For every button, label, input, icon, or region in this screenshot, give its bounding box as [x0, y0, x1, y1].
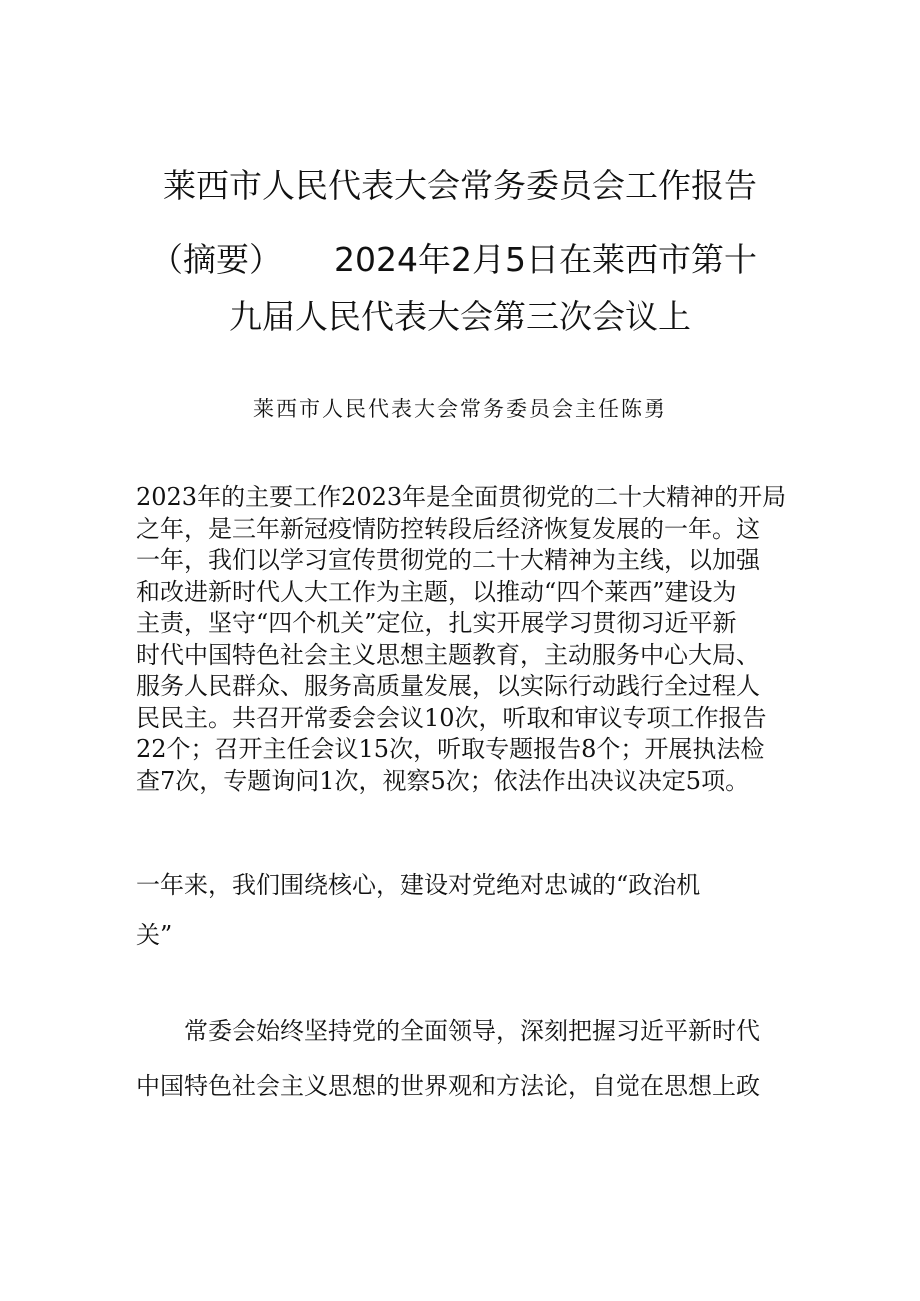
paragraph-line: 之年，是三年新冠疫情防控转段后经济恢复发展的一年。这 [136, 514, 760, 543]
heading-line: 一年来，我们围绕核心，建设对党绝对忠诚的“政治机 [136, 871, 701, 899]
paragraph-line: 民民主。共召开常委会会议10次，听取和审议专项工作报告 [136, 703, 767, 732]
paragraph-line: 查7次，专题询问1次，视察5次；依法作出决议决定5项。 [136, 766, 750, 795]
paragraph-line: 主责，坚守“四个机关”定位，扎实开展学习贯彻习近平新 [136, 609, 737, 637]
paragraph-line: 2023年的主要工作2023年是全面贯彻党的二十大精神的开局 [136, 483, 787, 511]
paragraph-line: 时代中国特色社会主义思想主题教育，主动服务中心大局、 [136, 640, 760, 669]
paragraph-line: 一年，我们以学习宣传贯彻党的二十大精神为主线，以加强 [136, 546, 760, 574]
paragraph-line: 服务人民群众、服务高质量发展，以实际行动践行全过程人 [136, 672, 760, 700]
paragraph-line: 和改进新时代人大工作为主题，以推动“四个莱西”建设为 [136, 577, 737, 606]
paragraph-main-work [136, 482, 796, 797]
author-subtitle: 莱西市人民代表大会常务委员会主任陈勇 [253, 397, 667, 421]
heading-line: 关” [136, 921, 173, 949]
paragraph-party-leadership [136, 1004, 796, 1114]
section-heading-political-organ [136, 860, 796, 960]
paragraph-line: 中国特色社会主义思想的世界观和方法论，自觉在思想上政 [136, 1072, 760, 1100]
title-line-3: 九届人民代表大会第三次会议上 [229, 297, 691, 336]
title-abstract-label: （摘要） [150, 240, 282, 279]
paragraph-line: 22个；召开主任会议15次，听取专题报告8个；开展执法检 [136, 735, 765, 763]
title-line-1: 莱西市人民代表大会常务委员会工作报告 [163, 166, 757, 205]
title-date-line: 2024年2月5日在莱西市第十 [334, 240, 757, 279]
title-line-2 [150, 240, 770, 280]
paragraph-line: 常委会始终坚持党的全面领导，深刻把握习近平新时代 [136, 1017, 760, 1045]
